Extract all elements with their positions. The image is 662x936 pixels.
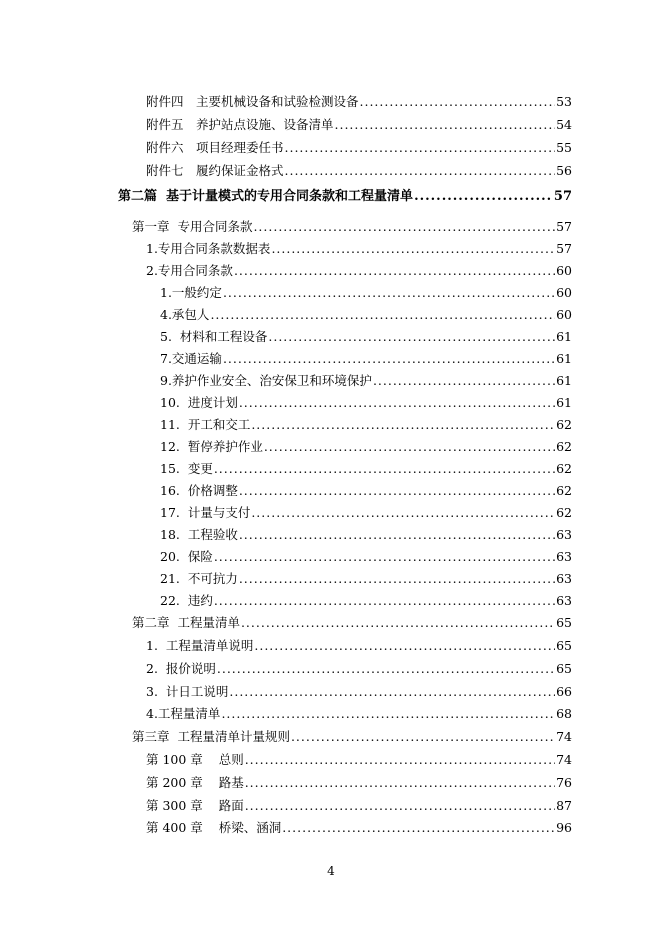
toc-leader-dots [291, 729, 555, 745]
toc-leader-dots [285, 140, 556, 156]
toc-entry-label: 1. 工程量清单说明 [146, 638, 254, 653]
toc-entry [146, 820, 572, 836]
toc-entry-label: 10. 进度计划 [160, 395, 238, 410]
toc-entry-page: 87 [556, 798, 572, 813]
toc-entry-page: 61 [556, 351, 572, 366]
toc-entry [160, 329, 572, 345]
toc-leader-dots [214, 461, 555, 477]
toc-leader-dots [239, 395, 555, 411]
toc-entry-page: 60 [556, 263, 572, 278]
toc-entry-page: 60 [556, 307, 572, 322]
toc-entry [160, 285, 572, 301]
toc-entry-page: 65 [556, 638, 572, 653]
toc-leader-dots [239, 571, 555, 587]
toc-entry [146, 117, 572, 133]
toc-entry-label: 16. 价格调整 [160, 483, 238, 498]
toc-entry [146, 661, 572, 677]
toc-entry-label: 第 100 章 总则 [146, 752, 244, 767]
toc-entry-label: 2. 报价说明 [146, 661, 216, 676]
toc-entry [160, 439, 572, 455]
toc-entry [160, 373, 572, 389]
toc-entry-label: 4.工程量清单 [146, 706, 221, 721]
toc-entry-label: 21. 不可抗力 [160, 571, 238, 586]
toc-entry [146, 775, 572, 791]
toc-leader-dots [223, 351, 555, 367]
toc-entry [160, 395, 572, 411]
toc-entry-page: 57 [553, 189, 572, 204]
toc-entry [146, 752, 572, 768]
toc-entry-label: 附件六 项目经理委任书 [146, 140, 284, 155]
toc-entry-label: 第 300 章 路面 [146, 798, 244, 813]
toc-entry-page: 55 [556, 140, 572, 155]
toc-entry-label: 附件七 履约保证金格式 [146, 163, 284, 178]
toc-entry-page: 63 [556, 549, 572, 564]
toc-leader-dots [360, 94, 556, 110]
toc-leader-dots [245, 798, 555, 814]
toc-leader-dots [253, 219, 555, 235]
toc-leader-dots [271, 241, 555, 257]
toc-entry-page: 60 [556, 285, 572, 300]
toc-entry-page: 63 [556, 593, 572, 608]
toc-entry-label: 1.一般约定 [160, 285, 222, 300]
toc-entry [160, 307, 572, 323]
toc-entry-page: 62 [556, 461, 572, 476]
toc-entry-page: 63 [556, 527, 572, 542]
toc-leader-dots [223, 285, 555, 301]
toc-entry [146, 798, 572, 814]
toc-entry-page: 63 [556, 571, 572, 586]
toc-entry-label: 22. 违约 [160, 593, 213, 608]
toc-entry-label: 3. 计日工说明 [146, 684, 229, 699]
toc-entry [132, 729, 572, 745]
toc-entry-label: 第三章 工程量清单计量规则 [132, 729, 290, 744]
toc-part-heading [118, 189, 572, 205]
toc-leader-dots [282, 820, 555, 836]
toc-leader-dots [373, 373, 555, 389]
toc-entry-label: 1.专用合同条款数据表 [146, 241, 271, 256]
toc-leader-dots [214, 593, 555, 609]
toc-entry [160, 483, 572, 499]
toc-entry [146, 241, 572, 257]
toc-entry [146, 94, 572, 110]
toc-entry-label: 第二篇 基于计量模式的专用合同条款和工程量清单 [118, 189, 414, 204]
toc-entry [146, 140, 572, 156]
toc-entry [146, 263, 572, 279]
toc-entry-page: 62 [556, 439, 572, 454]
toc-leader-dots [335, 117, 556, 133]
toc-entry-page: 61 [556, 329, 572, 344]
toc-entry-page: 56 [556, 163, 572, 178]
toc-entry-label: 第一章 专用合同条款 [132, 219, 253, 234]
toc-entry-page: 68 [556, 706, 572, 721]
toc-entry-label: 9.养护作业安全、治安保卫和环境保护 [160, 373, 372, 388]
toc-entry [146, 684, 572, 700]
toc-entry [160, 571, 572, 587]
toc-entry-label: 第二章 工程量清单 [132, 615, 240, 630]
toc-leader-dots [229, 684, 555, 700]
toc-entry-page: 66 [556, 684, 572, 699]
toc-entry [160, 351, 572, 367]
toc-entry [146, 638, 572, 654]
toc-entry-label: 17. 计量与支付 [160, 505, 251, 520]
toc-entry [160, 593, 572, 609]
toc-entry-label: 第 400 章 桥梁、涵洞 [146, 820, 282, 835]
toc-entry-page: 62 [556, 505, 572, 520]
toc-entry-label: 5. 材料和工程设备 [160, 329, 268, 344]
toc-entry-page: 74 [556, 729, 572, 744]
toc-entry-label: 20. 保险 [160, 549, 213, 564]
toc-entry [160, 527, 572, 543]
toc-entry-page: 76 [556, 775, 572, 790]
toc-entry-page: 62 [556, 417, 572, 432]
toc-entry-page: 74 [556, 752, 572, 767]
page-number: 4 [327, 864, 335, 878]
toc-entry-page: 54 [556, 117, 572, 132]
toc-entry-label: 附件五 养护站点设施、设备清单 [146, 117, 334, 132]
toc-leader-dots [245, 752, 555, 768]
toc-entry-page: 57 [556, 241, 572, 256]
toc-leader-dots [214, 549, 555, 565]
toc-leader-dots [234, 263, 555, 279]
toc-entry-label: 18. 工程验收 [160, 527, 238, 542]
toc-entry-label: 15. 变更 [160, 461, 213, 476]
toc-leader-dots [241, 615, 555, 631]
toc-leader-dots [414, 189, 553, 205]
toc-entry [132, 615, 572, 631]
toc-leader-dots [245, 775, 555, 791]
toc-leader-dots [217, 661, 555, 677]
toc-leader-dots [264, 439, 555, 455]
toc-leader-dots [254, 638, 555, 654]
toc-entry-page: 96 [556, 820, 572, 835]
toc-entry-label: 2.专用合同条款 [146, 263, 233, 278]
toc-entry-label: 第 200 章 路基 [146, 775, 244, 790]
toc-entry-label: 附件四 主要机械设备和试验检测设备 [146, 94, 359, 109]
toc-entry [160, 461, 572, 477]
toc-leader-dots [239, 483, 555, 499]
toc-entry-label: 11. 开工和交工 [160, 417, 251, 432]
toc-leader-dots [221, 706, 555, 722]
toc-entry [146, 706, 572, 722]
toc-entry-page: 62 [556, 483, 572, 498]
toc-entry [146, 163, 572, 179]
toc-leader-dots [210, 307, 555, 323]
toc-entry [160, 549, 572, 565]
toc-entry-label: 7.交通运输 [160, 351, 222, 366]
toc-entry-page: 65 [556, 661, 572, 676]
toc-leader-dots [268, 329, 555, 345]
toc-entry [160, 417, 572, 433]
toc-entry [160, 505, 572, 521]
toc-entry-page: 61 [556, 395, 572, 410]
toc-leader-dots [285, 163, 556, 179]
toc-entry-page: 57 [556, 219, 572, 234]
toc-leader-dots [251, 505, 555, 521]
toc-entry-page: 61 [556, 373, 572, 388]
toc-entry-page: 65 [556, 615, 572, 630]
toc-leader-dots [251, 417, 555, 433]
toc-leader-dots [239, 527, 555, 543]
toc-entry-page: 53 [556, 94, 572, 109]
toc-entry [132, 219, 572, 235]
toc-entry-label: 4.承包人 [160, 307, 210, 322]
toc-entry-label: 12. 暂停养护作业 [160, 439, 263, 454]
